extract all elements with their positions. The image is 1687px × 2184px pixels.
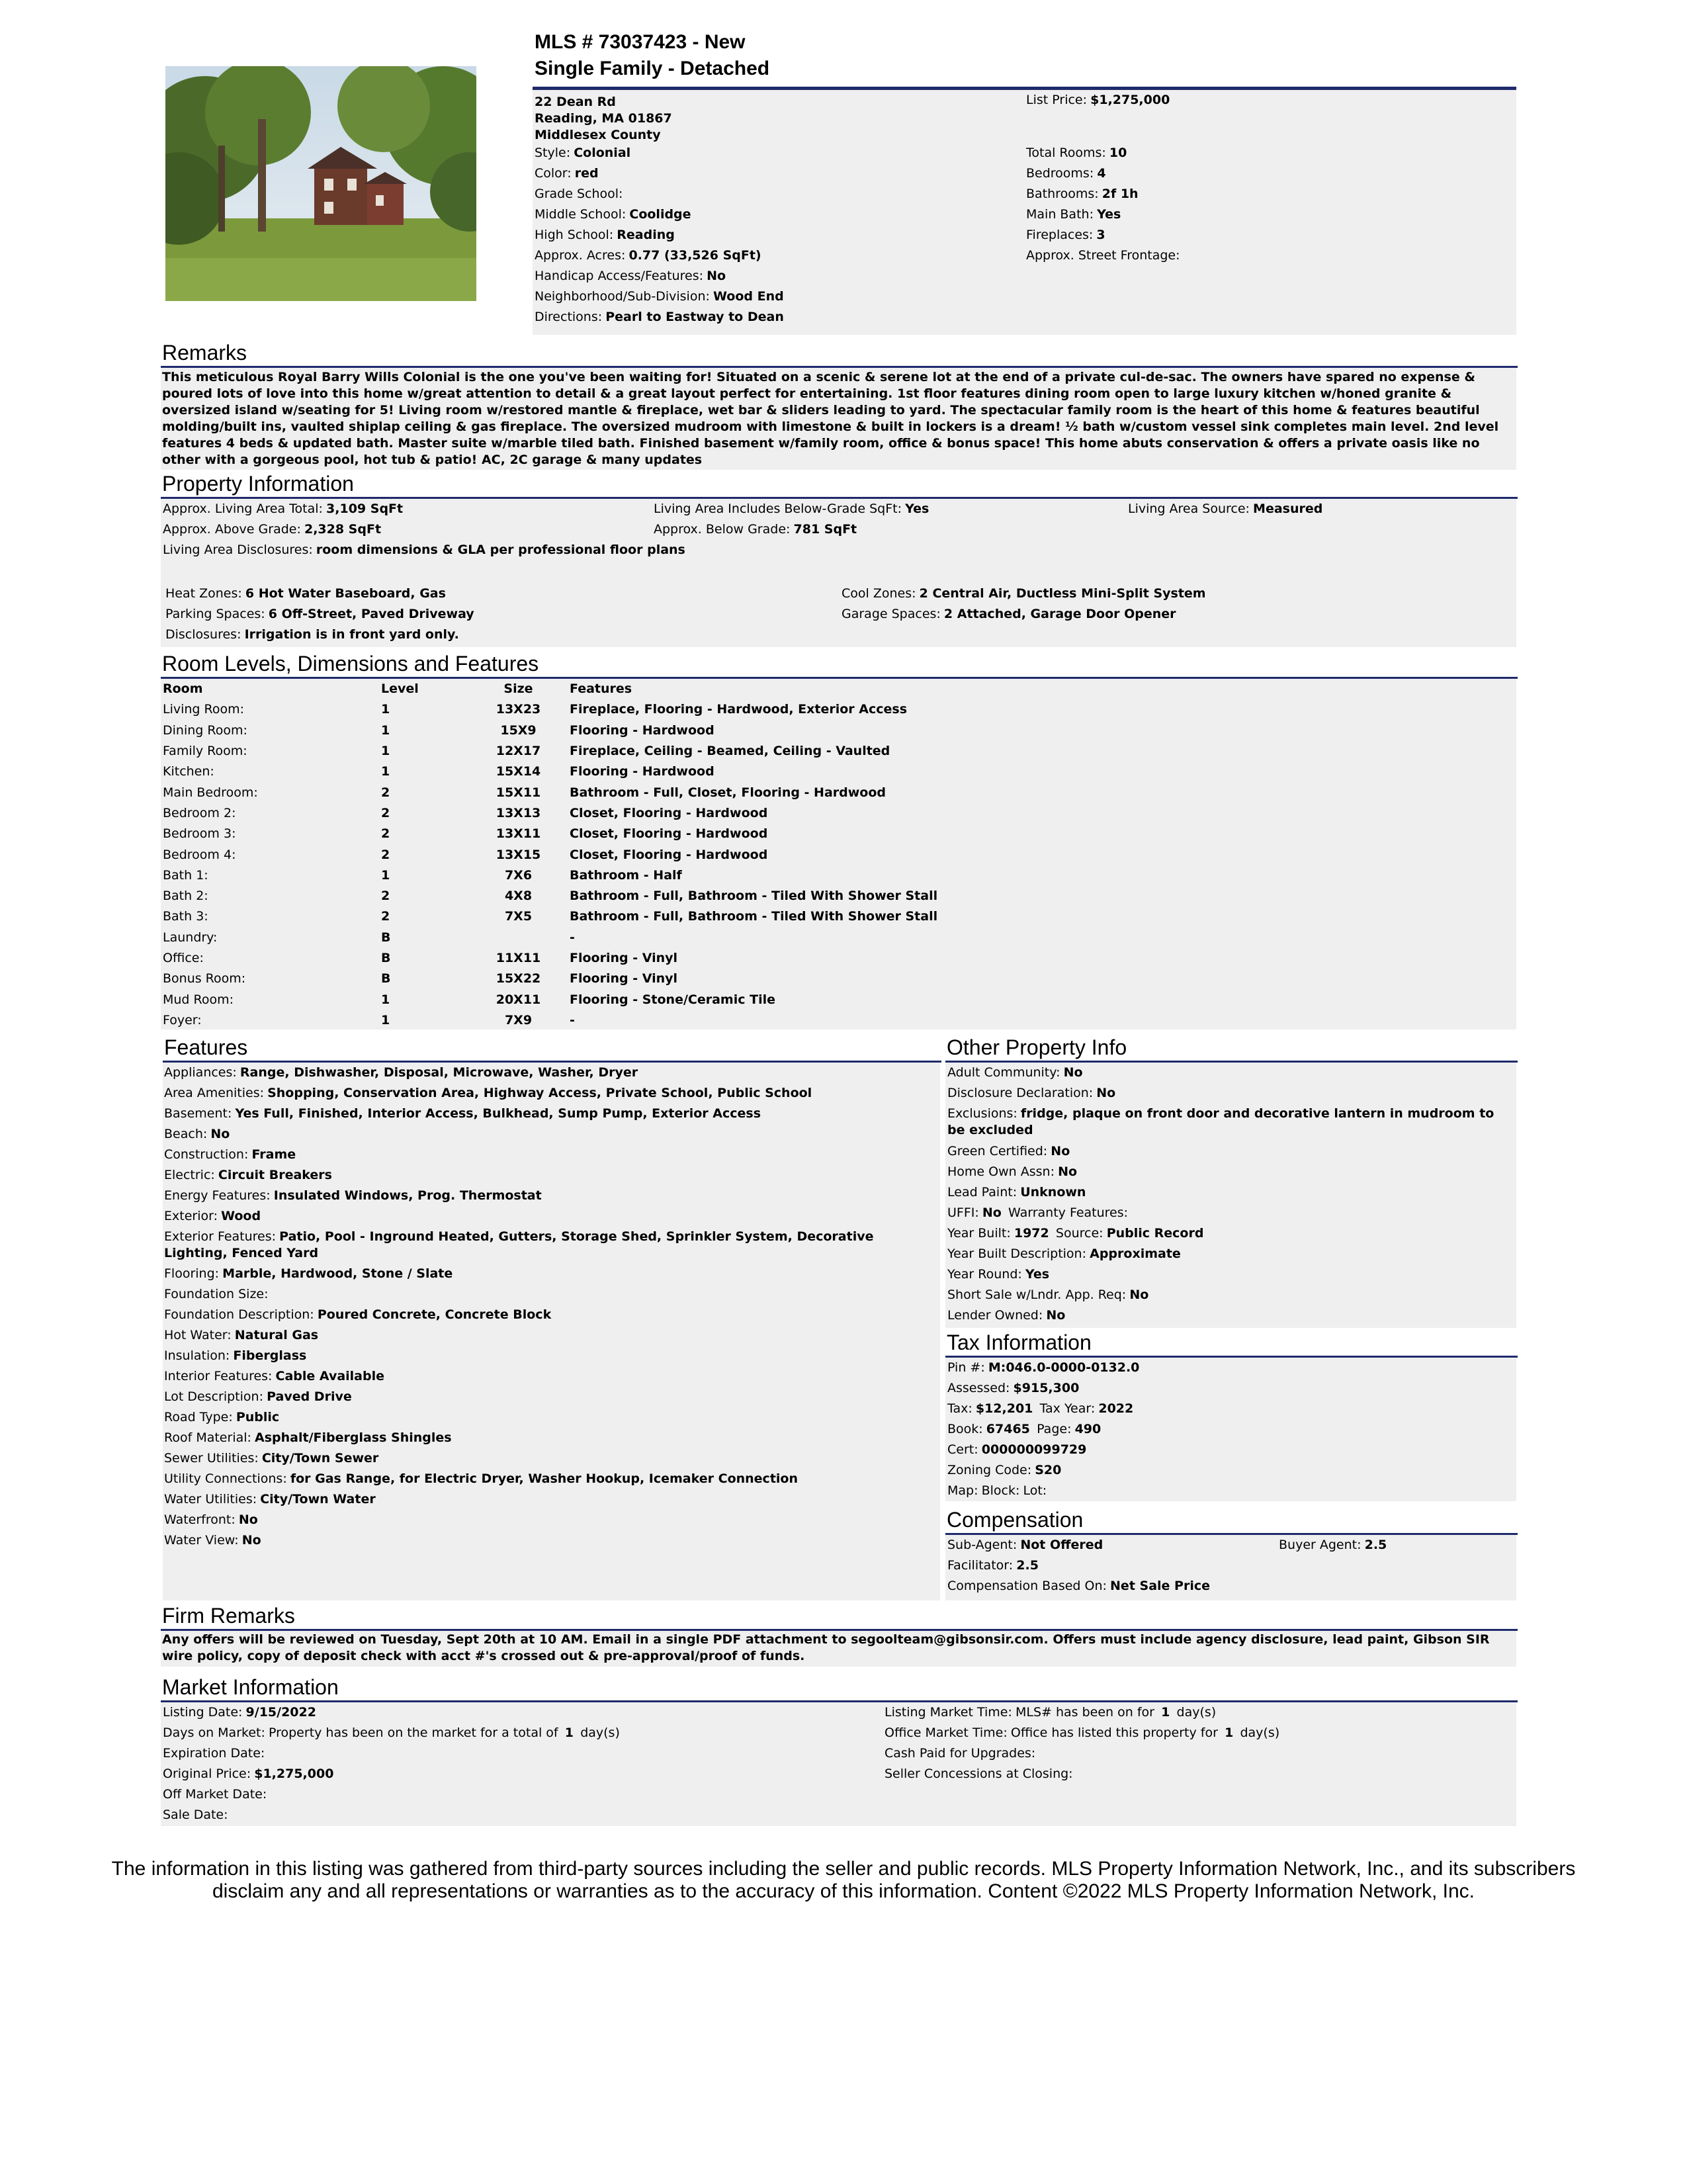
room-row bbox=[163, 844, 937, 865]
above-grade-area: Approx. Above Grade: 2,328 SqFt bbox=[163, 522, 382, 537]
col-level: Level bbox=[381, 681, 419, 697]
room-features: - bbox=[570, 930, 575, 945]
room-name: Dining Room: bbox=[163, 722, 247, 738]
room-row bbox=[163, 803, 937, 824]
firm-remarks-text: Any offers will be reviewed on Tuesday, Sept 20th at 10 AM. Email in a single PDF attachment to segoolteam@gibsonsir.com. Offers must include agency disclosure, lead paint, Gibson SIR wire policy, copy of deposit check with acct #'s crossed out & pre-approval/proof of funds. bbox=[162, 1632, 1490, 1663]
room-size: 15X22 bbox=[496, 971, 541, 986]
listing-date: Listing Date: 9/15/2022 bbox=[163, 1705, 316, 1720]
room-level: B bbox=[381, 930, 391, 945]
right-details bbox=[1026, 143, 1180, 266]
feature-label: Waterfront: bbox=[164, 1512, 236, 1527]
room-row bbox=[163, 865, 937, 886]
feature-item bbox=[164, 1227, 931, 1264]
detail-left-4 bbox=[535, 225, 784, 245]
seller-concessions: Seller Concessions at Closing: bbox=[885, 1767, 1073, 1781]
room-name: Bedroom 2: bbox=[163, 805, 236, 820]
cash-paid-upgrades: Cash Paid for Upgrades: bbox=[885, 1746, 1036, 1761]
feature-value: Paved Drive bbox=[267, 1389, 352, 1404]
detail-right-value: 3 bbox=[1096, 228, 1105, 242]
feature-item bbox=[164, 1489, 931, 1510]
room-level: 1 bbox=[381, 992, 390, 1007]
room-features: Bathroom - Full, Closet, Flooring - Hardwood bbox=[570, 785, 887, 800]
feature-value: for Gas Range, for Electric Dryer, Washer Hookup, Icemaker Connection bbox=[290, 1471, 798, 1486]
detail-left-6 bbox=[535, 266, 784, 286]
listing-market-time: Listing Market Time: MLS# has been on for 1 day(s) bbox=[885, 1705, 1217, 1720]
room-size: 15X11 bbox=[496, 785, 541, 800]
room-size: 13X15 bbox=[496, 847, 541, 862]
room-level: 1 bbox=[381, 702, 390, 717]
feature-item bbox=[164, 1284, 931, 1305]
property-info-panel bbox=[161, 499, 1516, 647]
feature-label: Exterior Features: bbox=[164, 1229, 277, 1244]
compensation-panel bbox=[945, 1535, 1516, 1600]
room-features: Flooring - Hardwood bbox=[570, 722, 714, 738]
feature-value: Natural Gas bbox=[234, 1328, 319, 1342]
detail-left-label: Style: bbox=[535, 146, 571, 160]
room-level: 1 bbox=[381, 1012, 390, 1027]
street-address: 22 Dean Rd bbox=[535, 95, 616, 109]
room-name: Bath 2: bbox=[163, 889, 208, 904]
detail-right-value: 4 bbox=[1097, 166, 1106, 181]
cert: Cert: 000000099729 bbox=[947, 1442, 1087, 1457]
feature-item bbox=[164, 1448, 931, 1469]
feature-label: Sewer Utilities: bbox=[164, 1451, 259, 1465]
feature-label: Utility Connections: bbox=[164, 1471, 287, 1486]
disclosures: Disclosures: Irrigation is in front yard only. bbox=[165, 627, 459, 642]
house-photo-image bbox=[165, 66, 476, 301]
room-name: Laundry: bbox=[163, 930, 218, 945]
feature-label: Electric: bbox=[164, 1168, 215, 1182]
feature-label: Beach: bbox=[164, 1127, 208, 1141]
feature-label: Road Type: bbox=[164, 1410, 233, 1424]
room-size: 7X6 bbox=[504, 867, 533, 883]
room-name: Family Room: bbox=[163, 744, 247, 759]
map-block-lot: Map: Block: Lot: bbox=[947, 1483, 1047, 1498]
other-info-panel bbox=[945, 1063, 1516, 1328]
feature-value: No bbox=[210, 1127, 230, 1141]
room-level: 1 bbox=[381, 722, 390, 738]
feature-label: Foundation Description: bbox=[164, 1307, 314, 1322]
room-features: Fireplace, Flooring - Hardwood, Exterior Access bbox=[570, 702, 908, 717]
tax-info-panel bbox=[945, 1358, 1516, 1501]
room-size: 13X13 bbox=[496, 805, 541, 820]
room-level: B bbox=[381, 951, 391, 965]
features-title: Features bbox=[163, 1035, 941, 1063]
list-price: List Price: $1,275,000 bbox=[1026, 93, 1170, 107]
room-size: 15X14 bbox=[496, 764, 541, 779]
cool-zones: Cool Zones: 2 Central Air, Ductless Mini-Split System bbox=[842, 586, 1206, 601]
feature-item bbox=[164, 1325, 931, 1346]
market-info-title: Market Information bbox=[161, 1675, 1518, 1702]
rooms-header-row bbox=[163, 679, 937, 699]
room-row bbox=[163, 699, 937, 720]
room-row bbox=[163, 948, 937, 969]
feature-label: Basement: bbox=[164, 1106, 232, 1121]
feature-item bbox=[164, 1104, 931, 1124]
feature-label: Energy Features: bbox=[164, 1188, 271, 1203]
feature-value: Poured Concrete, Concrete Block bbox=[317, 1307, 552, 1322]
feature-item bbox=[164, 1346, 931, 1366]
detail-left-label: Neighborhood/Sub-Division: bbox=[535, 289, 710, 304]
features-list bbox=[164, 1063, 931, 1551]
feature-item bbox=[164, 1124, 931, 1145]
room-name: Foyer: bbox=[163, 1012, 202, 1027]
feature-label: Lot Description: bbox=[164, 1389, 263, 1404]
feature-label: Foundation Size: bbox=[164, 1287, 269, 1301]
room-features: Bathroom - Full, Bathroom - Tiled With Shower Stall bbox=[570, 909, 938, 924]
feature-label: Water Utilities: bbox=[164, 1492, 257, 1507]
detail-right-label: Approx. Street Frontage: bbox=[1026, 248, 1180, 263]
detail-left-label: High School: bbox=[535, 228, 614, 242]
year-built: Year Built: 1972 Source: Public Record bbox=[947, 1226, 1204, 1241]
room-size: 20X11 bbox=[496, 992, 541, 1007]
feature-label: Flooring: bbox=[164, 1266, 220, 1281]
feature-value: Frame bbox=[251, 1147, 296, 1162]
detail-right-value: 10 bbox=[1109, 146, 1127, 160]
address-block bbox=[535, 94, 672, 144]
disclaimer-line-1: The information in this listing was gathered from third-party sources including the seller and public records. MLS Property Information Network, Inc., and its subscribers bbox=[111, 1858, 1576, 1880]
room-features: - bbox=[570, 1012, 575, 1027]
detail-left-value: Reading bbox=[617, 228, 675, 242]
room-features: Bathroom - Full, Bathroom - Tiled With Shower Stall bbox=[570, 889, 938, 904]
detail-left-label: Grade School: bbox=[535, 187, 623, 201]
feature-item bbox=[164, 1428, 931, 1448]
room-level: 2 bbox=[381, 909, 390, 924]
room-size: 7X9 bbox=[504, 1012, 533, 1027]
room-row bbox=[163, 762, 937, 782]
feature-label: Roof Material: bbox=[164, 1430, 251, 1445]
office-market-time: Office Market Time: Office has listed this property for 1 day(s) bbox=[885, 1725, 1280, 1740]
remarks-title: Remarks bbox=[161, 341, 1518, 368]
room-features: Flooring - Vinyl bbox=[570, 971, 678, 986]
detail-left-label: Directions: bbox=[535, 310, 603, 324]
compensation-based-on: Compensation Based On: Net Sale Price bbox=[947, 1579, 1210, 1593]
pin-number: Pin #: M:046.0-0000-0132.0 bbox=[947, 1360, 1140, 1375]
detail-right-label: Fireplaces: bbox=[1026, 228, 1094, 242]
detail-left-label: Approx. Acres: bbox=[535, 248, 626, 263]
features-panel bbox=[163, 1063, 940, 1600]
feature-value: Asphalt/Fiberglass Shingles bbox=[255, 1430, 452, 1445]
feature-value: Patio, Pool - Inground Heated, Gutters, Storage Shed, Sprinkler System, Decorative Lighting, Fenced Yard bbox=[164, 1229, 874, 1260]
room-features: Closet, Flooring - Hardwood bbox=[570, 805, 768, 820]
feature-value: City/Town Sewer bbox=[261, 1451, 379, 1465]
room-level: 2 bbox=[381, 785, 390, 800]
room-name: Bath 3: bbox=[163, 909, 208, 924]
property-type: Single Family - Detached bbox=[535, 58, 770, 79]
room-size bbox=[467, 928, 570, 948]
feature-item bbox=[164, 1305, 931, 1325]
detail-right-value: 2f 1h bbox=[1102, 187, 1139, 201]
days-on-market: Days on Market: Property has been on the market for a total of 1 day(s) bbox=[163, 1725, 620, 1740]
off-market-date: Off Market Date: bbox=[163, 1787, 267, 1802]
feature-label: Appliances: bbox=[164, 1065, 237, 1080]
room-row bbox=[163, 906, 937, 927]
detail-right-3 bbox=[1026, 204, 1180, 225]
detail-right-label: Bathrooms: bbox=[1026, 187, 1099, 201]
room-features: Flooring - Vinyl bbox=[570, 951, 678, 965]
detail-right-label: Total Rooms: bbox=[1026, 146, 1106, 160]
disclaimer-footer bbox=[93, 1858, 1594, 1903]
green-certified: Green Certified: No bbox=[947, 1144, 1070, 1158]
feature-item bbox=[164, 1264, 931, 1284]
year-round: Year Round: Yes bbox=[947, 1267, 1050, 1282]
room-row bbox=[163, 969, 937, 989]
sale-date: Sale Date: bbox=[163, 1808, 228, 1822]
detail-right-label: Main Bath: bbox=[1026, 207, 1094, 222]
detail-right-2 bbox=[1026, 184, 1180, 204]
property-info-title: Property Information bbox=[161, 472, 1518, 499]
detail-left-value: Coolidge bbox=[629, 207, 691, 222]
detail-left-0 bbox=[535, 143, 784, 163]
detail-left-value: Wood End bbox=[713, 289, 784, 304]
feature-item bbox=[164, 1510, 931, 1530]
room-level: B bbox=[381, 971, 391, 986]
room-features: Closet, Flooring - Hardwood bbox=[570, 826, 768, 842]
living-area-source: Living Area Source: Measured bbox=[1128, 502, 1323, 516]
col-features: Features bbox=[570, 681, 632, 697]
room-level: 1 bbox=[381, 867, 390, 883]
detail-left-value: Colonial bbox=[574, 146, 631, 160]
detail-left-3 bbox=[535, 204, 784, 225]
expiration-date: Expiration Date: bbox=[163, 1746, 265, 1761]
detail-left-value: No bbox=[707, 269, 726, 283]
room-name: Kitchen: bbox=[163, 764, 214, 779]
room-row bbox=[163, 721, 937, 741]
tax-amount: Tax: $12,201 Tax Year: 2022 bbox=[947, 1401, 1134, 1416]
detail-left-5 bbox=[535, 245, 784, 266]
assessed: Assessed: $915,300 bbox=[947, 1381, 1080, 1395]
detail-left-value: Pearl to Eastway to Dean bbox=[605, 310, 784, 324]
heat-zones: Heat Zones: 6 Hot Water Baseboard, Gas bbox=[165, 586, 446, 601]
uffi: UFFI: No Warranty Features: bbox=[947, 1205, 1129, 1220]
market-info-panel bbox=[161, 1702, 1516, 1826]
header-details-panel bbox=[533, 90, 1516, 335]
rooms-title: Room Levels, Dimensions and Features bbox=[161, 652, 1518, 679]
firm-remarks-title: Firm Remarks bbox=[161, 1604, 1518, 1631]
room-size: 12X17 bbox=[496, 744, 541, 759]
firm-remarks-panel bbox=[161, 1631, 1516, 1667]
room-features: Closet, Flooring - Hardwood bbox=[570, 847, 768, 862]
feature-item bbox=[164, 1530, 931, 1551]
living-area-total: Approx. Living Area Total: 3,109 SqFt bbox=[163, 502, 404, 516]
detail-right-1 bbox=[1026, 163, 1180, 184]
remarks-panel bbox=[161, 368, 1516, 470]
county: Middlesex County bbox=[535, 128, 661, 142]
remarks-text: This meticulous Royal Barry Wills Colonial is the one you've been waiting for! Situated on a scenic & serene lot at the end of a private cul-de-sac. The owners have spared no expense & poured lots of love into this home w/great attention to detail & a great layout perfect for entertaining. 1st floor features dining room open to large luxury kitchen w/honed granite & oversized island w/seating for 5! Living room w/restored mantle & fireplace, wet bar & sliders leading to yard. The spectacular family room is the heart of this home & features beautiful molding/built ins, vaulted shiplap ceiling & gas fireplace. The oversized mudroom with limestone & built in lockers is a dream! ½ bath w/custom vessel sink completes main level. 2nd level features 4 beds & updated bath. Master suite w/marble tiled bath. Finished basement w/family room, office & bonus space! This home abuts conservation & offers a private oasis like no other with a gorgeous pool, hot tub & patio! AC, 2C garage & many updates bbox=[162, 370, 1499, 467]
city-state-zip: Reading, MA 01867 bbox=[535, 111, 672, 126]
room-size: 15X9 bbox=[500, 722, 537, 738]
room-size: 13X11 bbox=[496, 826, 541, 842]
rooms-panel bbox=[161, 679, 1516, 1029]
col-room: Room bbox=[163, 681, 203, 697]
left-details bbox=[535, 143, 784, 328]
feature-label: Exterior: bbox=[164, 1209, 218, 1223]
feature-value: Fiberglass bbox=[233, 1348, 307, 1363]
room-level: 2 bbox=[381, 847, 390, 862]
detail-left-8 bbox=[535, 307, 784, 328]
room-row bbox=[163, 886, 937, 906]
room-size: 11X11 bbox=[496, 951, 541, 965]
room-level: 2 bbox=[381, 826, 390, 842]
room-features: Fireplace, Ceiling - Beamed, Ceiling - Vaulted bbox=[570, 744, 890, 759]
room-row bbox=[163, 989, 937, 1010]
feature-item bbox=[164, 1366, 931, 1387]
room-row bbox=[163, 824, 937, 844]
living-area-below-grade-included: Living Area Includes Below-Grade SqFt: Yes bbox=[654, 502, 930, 516]
detail-left-label: Middle School: bbox=[535, 207, 627, 222]
detail-left-value: 0.77 (33,526 SqFt) bbox=[628, 248, 761, 263]
home-own-assn: Home Own Assn: No bbox=[947, 1164, 1078, 1179]
feature-label: Insulation: bbox=[164, 1348, 230, 1363]
feature-value: City/Town Water bbox=[260, 1492, 376, 1507]
feature-item bbox=[164, 1407, 931, 1428]
feature-value: No bbox=[238, 1512, 258, 1527]
feature-value: Marble, Hardwood, Stone / Slate bbox=[222, 1266, 453, 1281]
feature-label: Area Amenities: bbox=[164, 1086, 264, 1100]
feature-value: Range, Dishwasher, Disposal, Microwave, Washer, Dryer bbox=[239, 1065, 638, 1080]
room-features: Flooring - Hardwood bbox=[570, 764, 714, 779]
facilitator: Facilitator: 2.5 bbox=[947, 1558, 1039, 1573]
mls-number: MLS # 73037423 - New bbox=[535, 31, 746, 53]
room-name: Mud Room: bbox=[163, 992, 234, 1007]
room-level: 1 bbox=[381, 744, 390, 759]
room-row bbox=[163, 928, 937, 948]
feature-item bbox=[164, 1387, 931, 1407]
detail-right-value: Yes bbox=[1097, 207, 1121, 222]
room-size: 13X23 bbox=[496, 702, 541, 717]
detail-right-0 bbox=[1026, 143, 1180, 163]
feature-label: Construction: bbox=[164, 1147, 249, 1162]
room-row bbox=[163, 782, 937, 803]
room-level: 1 bbox=[381, 764, 390, 779]
lender-owned: Lender Owned: No bbox=[947, 1308, 1066, 1323]
room-features: Bathroom - Half bbox=[570, 867, 682, 883]
detail-left-value: red bbox=[574, 166, 599, 181]
feature-item bbox=[164, 1083, 931, 1104]
feature-value: No bbox=[241, 1533, 261, 1548]
feature-item bbox=[164, 1145, 931, 1165]
feature-item bbox=[164, 1469, 931, 1489]
detail-left-label: Handicap Access/Features: bbox=[535, 269, 704, 283]
buyer-agent: Buyer Agent: 2.5 bbox=[1279, 1538, 1387, 1552]
room-size: 7X5 bbox=[504, 909, 533, 924]
feature-value: Cable Available bbox=[275, 1369, 385, 1383]
feature-label: Water View: bbox=[164, 1533, 239, 1548]
feature-value: Public bbox=[236, 1410, 280, 1424]
mls-title bbox=[535, 29, 769, 82]
room-features: Flooring - Stone/Ceramic Tile bbox=[570, 992, 775, 1007]
detail-right-4 bbox=[1026, 225, 1180, 245]
other-info-title: Other Property Info bbox=[945, 1035, 1518, 1063]
compensation-title: Compensation bbox=[945, 1508, 1518, 1535]
garage-spaces: Garage Spaces: 2 Attached, Garage Door Opener bbox=[842, 607, 1176, 621]
room-row bbox=[163, 741, 937, 762]
room-row bbox=[163, 1010, 937, 1031]
room-name: Bonus Room: bbox=[163, 971, 246, 986]
feature-item bbox=[164, 1186, 931, 1206]
property-photo bbox=[165, 66, 476, 301]
tax-info-title: Tax Information bbox=[945, 1331, 1518, 1358]
feature-item bbox=[164, 1206, 931, 1227]
room-name: Living Room: bbox=[163, 702, 245, 717]
below-grade-area: Approx. Below Grade: 781 SqFt bbox=[654, 522, 857, 537]
zoning-code: Zoning Code: S20 bbox=[947, 1463, 1062, 1477]
feature-value: Circuit Breakers bbox=[218, 1168, 332, 1182]
room-name: Main Bedroom: bbox=[163, 785, 258, 800]
rooms-table bbox=[163, 679, 937, 1031]
living-area-disclosures: Living Area Disclosures: room dimensions & GLA per professional floor plans bbox=[163, 543, 685, 557]
detail-right-label: Bedrooms: bbox=[1026, 166, 1094, 181]
sub-agent: Sub-Agent: Not Offered bbox=[947, 1538, 1103, 1552]
col-size: Size bbox=[503, 681, 533, 697]
parking-spaces: Parking Spaces: 6 Off-Street, Paved Driveway bbox=[165, 607, 474, 621]
room-name: Bedroom 3: bbox=[163, 826, 236, 842]
detail-left-2 bbox=[535, 184, 784, 204]
detail-left-label: Color: bbox=[535, 166, 572, 181]
adult-community: Adult Community: No bbox=[947, 1065, 1083, 1080]
feature-value: Insulated Windows, Prog. Thermostat bbox=[273, 1188, 542, 1203]
short-sale: Short Sale w/Lndr. App. Req: No bbox=[947, 1288, 1149, 1302]
room-level: 2 bbox=[381, 805, 390, 820]
feature-value: Wood bbox=[221, 1209, 261, 1223]
year-built-description: Year Built Description: Approximate bbox=[947, 1246, 1181, 1261]
detail-left-7 bbox=[535, 286, 784, 307]
room-name: Bedroom 4: bbox=[163, 847, 236, 862]
detail-right-5 bbox=[1026, 245, 1180, 266]
detail-left-1 bbox=[535, 163, 784, 184]
room-level: 2 bbox=[381, 889, 390, 904]
feature-label: Hot Water: bbox=[164, 1328, 232, 1342]
exclusions: Exclusions: fridge, plaque on front door and decorative lantern in mudroom to be excluded bbox=[947, 1106, 1494, 1137]
room-name: Office: bbox=[163, 951, 204, 965]
feature-label: Interior Features: bbox=[164, 1369, 273, 1383]
book-page: Book: 67465 Page: 490 bbox=[947, 1422, 1102, 1436]
disclosure-declaration: Disclosure Declaration: No bbox=[947, 1086, 1116, 1100]
lead-paint: Lead Paint: Unknown bbox=[947, 1185, 1086, 1200]
room-name: Bath 1: bbox=[163, 867, 208, 883]
feature-item bbox=[164, 1165, 931, 1186]
disclaimer-line-2: disclaim any and all representations or warranties as to the accuracy of this information. Content ©2022 MLS Property Information Network, Inc. bbox=[212, 1880, 1475, 1902]
feature-value: Shopping, Conservation Area, Highway Access, Private School, Public School bbox=[267, 1086, 812, 1100]
feature-value: Yes Full, Finished, Interior Access, Bulkhead, Sump Pump, Exterior Access bbox=[235, 1106, 761, 1121]
room-size: 4X8 bbox=[504, 889, 533, 904]
original-price: Original Price: $1,275,000 bbox=[163, 1767, 334, 1781]
feature-item bbox=[164, 1063, 931, 1083]
